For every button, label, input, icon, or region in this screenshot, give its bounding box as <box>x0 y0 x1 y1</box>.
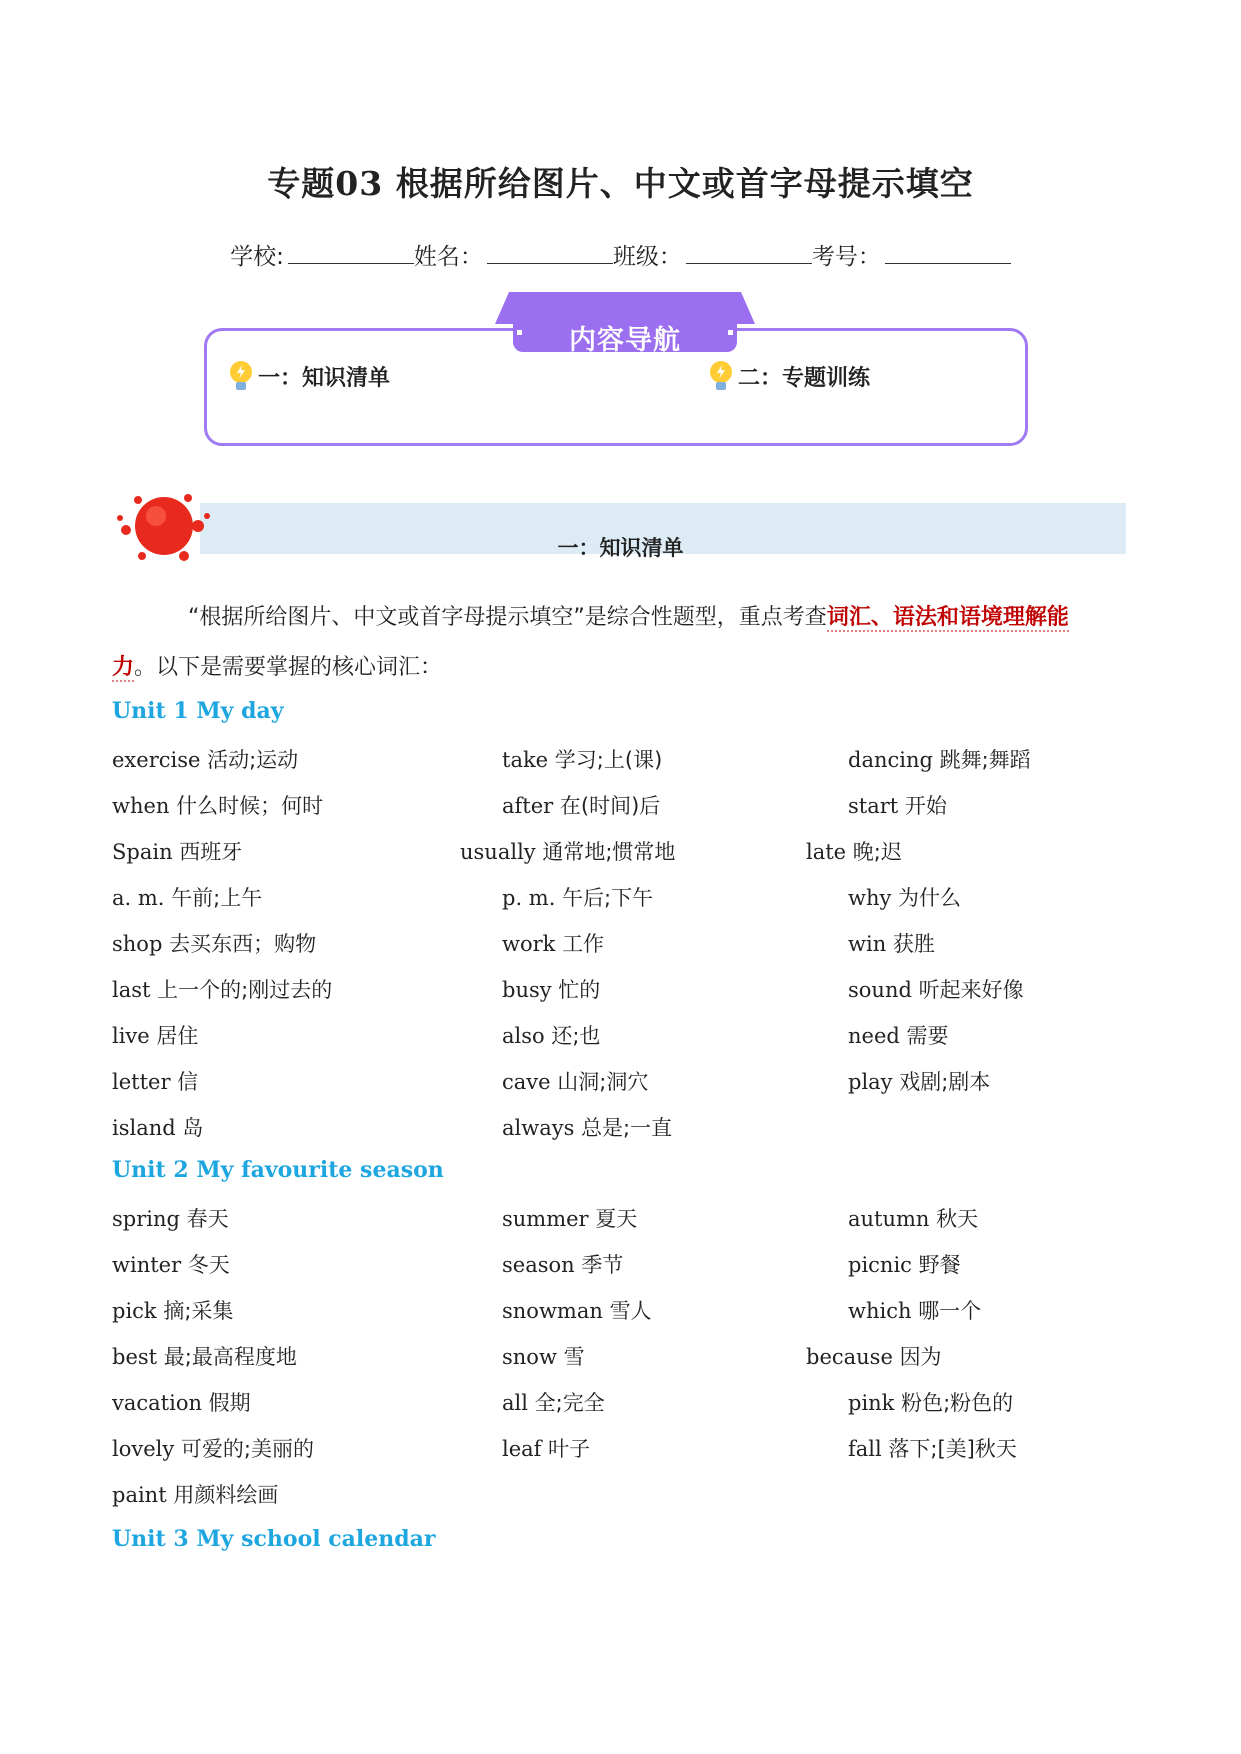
vocab-word: a. m. <box>112 886 172 910</box>
vocab-word: cave <box>502 1070 558 1094</box>
vocab-entry <box>502 790 660 820</box>
intro-text: 。以下是需要掌握的核心词汇： <box>134 655 443 680</box>
vocab-meaning: 用颜料绘画 <box>173 1483 279 1507</box>
vocab-word: work <box>502 932 563 956</box>
school-field[interactable] <box>230 238 414 271</box>
vocab-word: winter <box>112 1253 188 1277</box>
vocab-entry <box>112 1433 314 1463</box>
class-field[interactable] <box>613 238 812 271</box>
vocab-entry <box>848 882 961 912</box>
nav-link-topic-training[interactable] <box>706 358 870 394</box>
nav-link-knowledge-list[interactable] <box>226 358 390 394</box>
vocab-word: why <box>848 886 899 910</box>
vocab-entry <box>848 1387 1013 1417</box>
vocab-word: picnic <box>848 1253 919 1277</box>
vocab-word: live <box>112 1024 157 1048</box>
vocab-entry <box>502 974 600 1004</box>
vocab-word: spring <box>112 1207 187 1231</box>
class-label: 班级： <box>612 244 682 270</box>
vocab-word: snow <box>502 1345 564 1369</box>
intro-text: “根据所给图片、中文或首字母提示填空”是综合性题型，重点考查 <box>188 605 827 630</box>
vocab-meaning: 岛 <box>182 1116 204 1140</box>
vocab-word: late <box>806 840 853 864</box>
vocab-word: leaf <box>502 1437 549 1461</box>
vocab-word: sound <box>848 978 919 1002</box>
vocab-entry <box>112 790 323 820</box>
vocab-entry <box>848 974 1024 1004</box>
vocab-meaning: 最;最高程度地 <box>163 1345 297 1369</box>
vocab-meaning: 戏剧;剧本 <box>899 1070 991 1094</box>
vocab-entry <box>502 1249 623 1279</box>
vocab-word: island <box>112 1116 183 1140</box>
vocab-entry <box>112 1341 297 1371</box>
vocab-word: lovely <box>112 1437 181 1461</box>
vocab-word: exercise <box>112 748 208 772</box>
vocab-entry <box>502 1433 590 1463</box>
vocab-meaning: 野餐 <box>918 1253 961 1277</box>
vocab-word: autumn <box>848 1207 937 1231</box>
vocab-meaning: 在(时间)后 <box>559 794 661 818</box>
exam-number-label: 考号： <box>811 244 881 270</box>
vocab-meaning: 山洞;洞穴 <box>557 1070 649 1094</box>
vocab-entry <box>502 1066 648 1096</box>
vocab-word: take <box>502 748 555 772</box>
vocab-entry <box>112 1249 230 1279</box>
vocab-entry <box>112 928 316 958</box>
vocab-entry <box>502 1341 585 1371</box>
section-title-knowledge-list: 一：知识清单 <box>557 536 684 560</box>
vocab-meaning: 全;完全 <box>534 1391 605 1415</box>
vocab-meaning: 午后;下午 <box>562 886 654 910</box>
vocab-entry <box>806 836 902 866</box>
vocab-meaning: 什么时候；何时 <box>176 794 324 818</box>
nav-link-label: 一：知识清单 <box>258 365 391 391</box>
vocab-meaning: 信 <box>177 1070 199 1094</box>
vocab-meaning: 粉色;粉色的 <box>901 1391 1014 1415</box>
nav-tab-label: 内容导航 <box>569 325 681 356</box>
vocab-entry <box>848 1249 961 1279</box>
vocab-word: pick <box>112 1299 164 1323</box>
vocab-entry <box>502 1020 600 1050</box>
vocab-word: letter <box>112 1070 178 1094</box>
vocab-entry <box>112 1295 233 1325</box>
vocab-meaning: 夏天 <box>595 1207 638 1231</box>
vocab-meaning: 还;也 <box>551 1024 601 1048</box>
vocab-entry <box>112 974 332 1004</box>
unit-heading: Unit 3 My school calendar <box>112 1526 436 1552</box>
vocab-meaning: 哪一个 <box>918 1299 982 1323</box>
vocab-entry <box>502 882 653 912</box>
vocab-entry <box>848 1295 981 1325</box>
vocab-meaning: 听起来好像 <box>918 978 1024 1002</box>
name-label: 姓名： <box>413 244 483 270</box>
vocab-meaning: 居住 <box>156 1024 199 1048</box>
vocab-entry <box>502 744 662 774</box>
vocab-word: snowman <box>502 1299 610 1323</box>
vocab-entry <box>848 790 947 820</box>
vocab-word: win <box>848 932 893 956</box>
vocab-word: need <box>848 1024 907 1048</box>
vocab-entry <box>848 1066 990 1096</box>
vocab-meaning: 雪 <box>563 1345 585 1369</box>
exam-number-field[interactable] <box>812 238 1011 271</box>
intro-highlight: 力 <box>112 655 135 680</box>
vocab-word: shop <box>112 932 170 956</box>
vocab-entry <box>806 1341 942 1371</box>
content-navigation-tab <box>495 292 755 354</box>
vocab-meaning: 摘;采集 <box>163 1299 234 1323</box>
vocab-word: fall <box>848 1437 889 1461</box>
unit-heading: Unit 2 My favourite season <box>112 1157 444 1183</box>
vocab-meaning: 秋天 <box>936 1207 979 1231</box>
vocab-word: after <box>502 794 560 818</box>
vocab-meaning: 工作 <box>562 932 605 956</box>
intro-highlight: 词汇、语法和语境理解能 <box>826 605 1069 630</box>
vocab-word: all <box>502 1391 535 1415</box>
vocab-meaning: 需要 <box>906 1024 949 1048</box>
vocab-word: p. m. <box>502 886 563 910</box>
vocab-word: paint <box>112 1483 174 1507</box>
vocab-entry <box>112 882 262 912</box>
vocab-meaning: 跳舞;舞蹈 <box>939 748 1031 772</box>
vocab-meaning: 落下;[美]秋天 <box>888 1437 1017 1461</box>
vocab-meaning: 雪人 <box>609 1299 652 1323</box>
vocab-meaning: 晚;迟 <box>852 840 902 864</box>
vocab-entry <box>112 1066 198 1096</box>
vocab-entry <box>112 1020 198 1050</box>
vocab-entry <box>112 836 242 866</box>
lightbulb-icon <box>706 358 736 394</box>
vocab-word: because <box>806 1345 900 1369</box>
vocab-meaning: 通常地;惯常地 <box>542 840 676 864</box>
vocab-word: start <box>848 794 905 818</box>
vocab-entry <box>112 1479 278 1509</box>
vocab-word: dancing <box>848 748 940 772</box>
vocab-meaning: 上一个的;刚过去的 <box>157 978 333 1002</box>
unit-heading: Unit 1 My day <box>112 698 284 724</box>
vocab-word: Spain <box>112 840 180 864</box>
vocab-entry <box>112 1387 251 1417</box>
vocab-word: summer <box>502 1207 596 1231</box>
vocab-entry <box>848 744 1031 774</box>
intro-paragraph-line2 <box>112 650 1122 681</box>
vocab-meaning: 为什么 <box>898 886 962 910</box>
vocab-meaning: 去买东西；购物 <box>169 932 317 956</box>
name-field[interactable] <box>414 238 613 271</box>
vocab-entry <box>848 1433 1017 1463</box>
lightbulb-icon <box>226 358 256 394</box>
vocab-word: when <box>112 794 177 818</box>
intro-paragraph <box>112 600 1122 631</box>
vocab-word: best <box>112 1345 164 1369</box>
vocab-meaning: 叶子 <box>548 1437 591 1461</box>
nav-link-label: 二：专题训练 <box>738 365 871 391</box>
vocab-word: pink <box>848 1391 902 1415</box>
vocab-entry <box>460 836 675 866</box>
vocab-word: always <box>502 1116 582 1140</box>
school-label: 学校: <box>230 244 284 270</box>
vocab-meaning: 可爱的;美丽的 <box>180 1437 314 1461</box>
vocab-entry <box>848 928 935 958</box>
vocab-meaning: 季节 <box>581 1253 624 1277</box>
vocab-word: usually <box>460 840 543 864</box>
vocab-entry <box>112 1112 203 1142</box>
vocab-meaning: 获胜 <box>892 932 935 956</box>
vocab-meaning: 学习;上(课) <box>554 748 663 772</box>
vocab-entry <box>502 1112 672 1142</box>
vocab-meaning: 春天 <box>186 1207 229 1231</box>
vocab-meaning: 总是;一直 <box>581 1116 673 1140</box>
vocab-meaning: 忙的 <box>558 978 601 1002</box>
vocab-entry <box>502 1203 637 1233</box>
vocab-word: play <box>848 1070 900 1094</box>
vocab-meaning: 开始 <box>904 794 947 818</box>
vocab-entry <box>112 744 298 774</box>
vocab-entry <box>848 1020 949 1050</box>
vocab-entry <box>502 928 604 958</box>
vocab-entry <box>112 1203 229 1233</box>
vocab-meaning: 冬天 <box>187 1253 230 1277</box>
vocab-meaning: 午前;上午 <box>171 886 263 910</box>
vocab-word: which <box>848 1299 919 1323</box>
vocab-entry <box>502 1387 605 1417</box>
vocab-word: also <box>502 1024 552 1048</box>
vocab-meaning: 因为 <box>899 1345 942 1369</box>
vocab-meaning: 活动;运动 <box>207 748 299 772</box>
vocab-word: busy <box>502 978 559 1002</box>
vocab-meaning: 西班牙 <box>179 840 243 864</box>
vocab-word: season <box>502 1253 582 1277</box>
vocab-entry <box>502 1295 652 1325</box>
student-info-fields <box>0 238 1241 271</box>
vocab-word: vacation <box>112 1391 209 1415</box>
vocab-entry <box>848 1203 978 1233</box>
page-title: 专题03 根据所给图片、中文或首字母提示填空 <box>267 164 974 203</box>
vocab-meaning: 假期 <box>208 1391 251 1415</box>
vocab-word: last <box>112 978 158 1002</box>
